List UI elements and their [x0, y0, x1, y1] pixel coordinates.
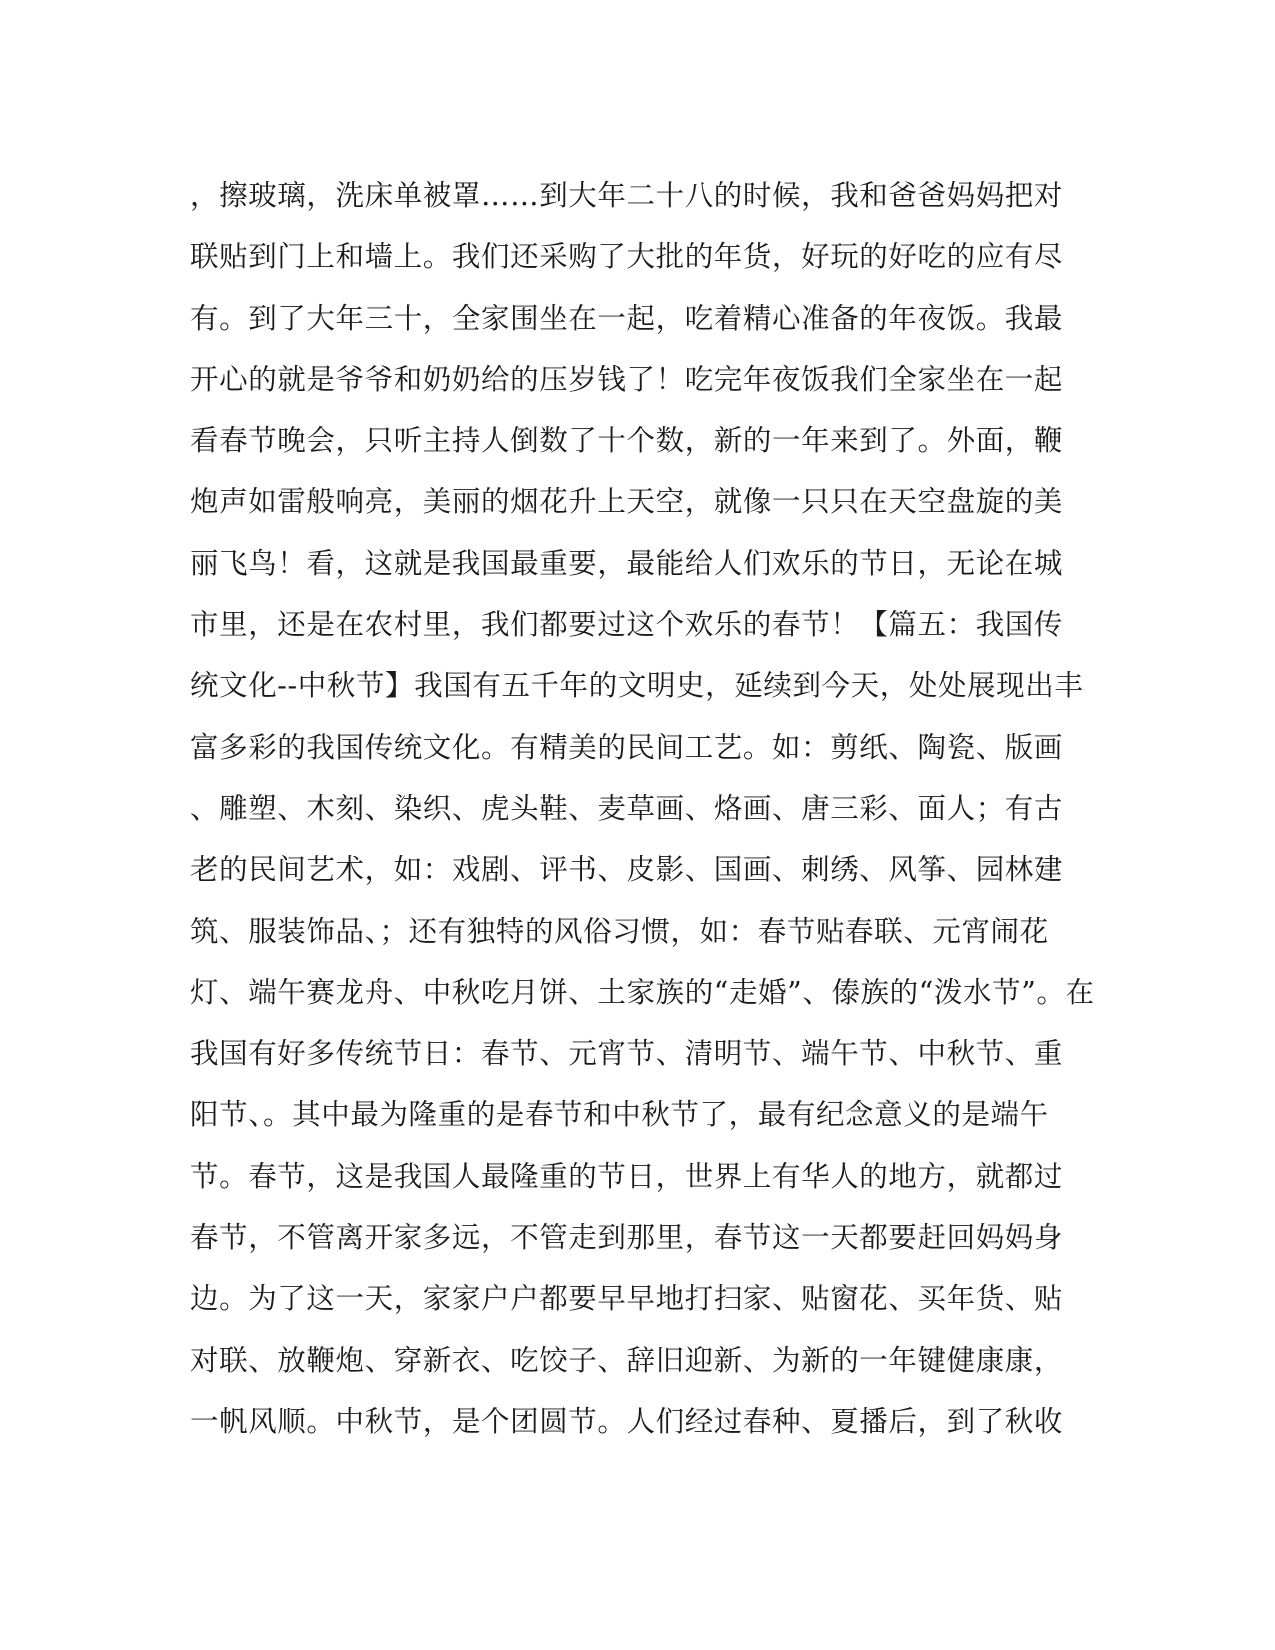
- text-line: ，擦玻璃，洗床单被罩……到大年二十八的时候，我和爸爸妈妈把对: [190, 179, 1064, 212]
- text-line: 春节，不管离开家多远，不管走到那里，春节这一天都要赶回妈妈身: [190, 1221, 1064, 1255]
- text-line: 看春节晚会，只听主持人倒数了十个数，新的一年来到了。外面，鞭: [190, 424, 1064, 458]
- text-line: 有。到了大年三十，全家围坐在一起，吃着精心准备的年夜饭。我最: [190, 301, 1064, 335]
- text-line: 联贴到门上和墙上。我们还采购了大批的年货，好玩的好吃的应有尽: [190, 240, 1064, 274]
- text-line: 开心的就是爷爷和奶奶给的压岁钱了！吃完年夜饭我们全家坐在一起: [190, 362, 1064, 396]
- text-line: 灯、端午赛龙舟、中秋吃月饼、土家族的“走婚”、傣族的“泼水节”。在: [190, 975, 1095, 1009]
- text-line: 老的民间艺术，如：戏剧、评书、皮影、国画、刺绣、风筝、园林建: [190, 853, 1064, 887]
- text-line: 统文化--中秋节】我国有五千年的文明史，延续到今天，处处展现出丰: [190, 669, 1084, 703]
- text-line: 节。春节，这是我国人最隆重的节日，世界上有华人的地方，就都过: [190, 1159, 1064, 1193]
- text-line: 富多彩的我国传统文化。有精美的民间工艺。如：剪纸、陶瓷、版画: [190, 730, 1064, 764]
- text-line: 一帆风顺。中秋节，是个团圆节。人们经过春种、夏播后，到了秋收: [190, 1404, 1064, 1438]
- text-line: 阳节、。其中最为隆重的是春节和中秋节了，最有纪念意义的是端午: [190, 1098, 1049, 1132]
- text-line: 、雕塑、木刻、染织、虎头鞋、麦草画、烙画、唐三彩、面人；有古: [190, 791, 1064, 825]
- text-line: 对联、放鞭炮、穿新衣、吃饺子、辞旧迎新、为新的一年键健康康，: [190, 1343, 1064, 1377]
- text-line: 炮声如雷般响亮，美丽的烟花升上天空，就像一只只在天空盘旋的美: [190, 485, 1064, 519]
- body-text: [190, 165, 1095, 1452]
- text-line: 边。为了这一天，家家户户都要早早地打扫家、贴窗花、买年货、贴: [190, 1282, 1064, 1316]
- text-line: 丽飞鸟！看，这就是我国最重要，最能给人们欢乐的节日，无论在城: [190, 546, 1064, 580]
- text-line: 我国有好多传统节日：春节、元宵节、清明节、端午节、中秋节、重: [190, 1037, 1064, 1071]
- text-line: 筑、服装饰品、；还有独特的风俗习惯，如：春节贴春联、元宵闹花: [190, 914, 1049, 948]
- text-line: 市里，还是在农村里，我们都要过这个欢乐的春节！【篇五：我国传: [190, 608, 1064, 642]
